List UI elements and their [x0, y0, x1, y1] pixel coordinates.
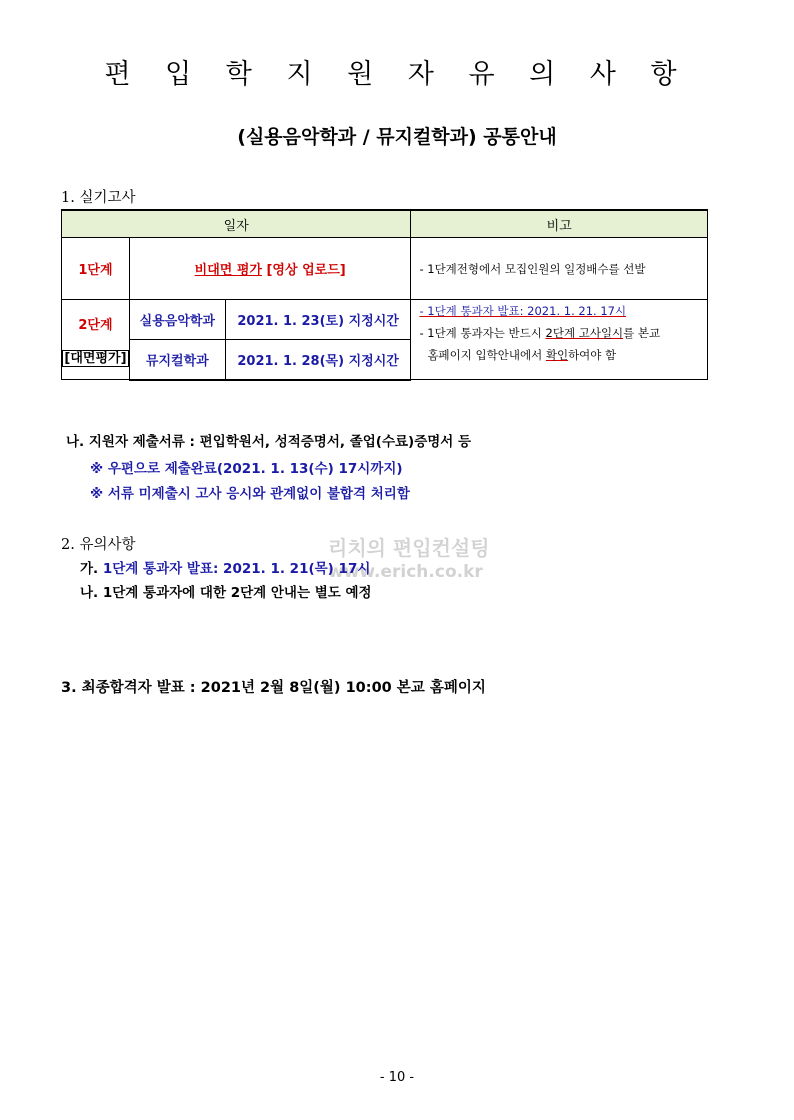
stage2-note: [411, 300, 708, 380]
stage1-method-online: 비대면 평가: [194, 263, 262, 278]
table-row-stage2-dept1: [62, 300, 708, 340]
section3-final-announce: 3. 최종합격자 발표 : 2021년 2월 8일(월) 10:00 본교 홈페이지: [61, 680, 486, 696]
watermark-text: 리치의 편입컨설팅: [328, 536, 490, 560]
stage2-note-check: - 1단계 통과자는 반드시 2단계 고사일시를 본교: [419, 326, 661, 340]
stage1-method-video: [영상 업로드]: [261, 263, 346, 278]
stage1-method: [129, 238, 411, 300]
stage2-note-homepage: 홈페이지 입학안내에서 확인하여야 함: [427, 348, 617, 362]
stage2-label: 2단계: [78, 317, 113, 333]
page-title: 편 입 학 지 원 자 유 의 사 항: [104, 59, 690, 90]
dept1-date: 2021. 1. 23(토) 지정시간: [225, 300, 411, 340]
stage2-sub-label: [대면평가]: [64, 350, 127, 366]
docs-line: 나. 지원자 제출서류 : 편입학원서, 성적증명서, 졸업(수료)증명서 등: [66, 434, 472, 450]
dept1-name: 실용음악학과: [129, 300, 225, 340]
table-row-stage1: [62, 238, 708, 300]
docs-note-mail: ※ 우편으로 제출완료(2021. 1. 13(수) 17시까지): [90, 461, 403, 477]
section2-item-a: 가. 1단계 통과자 발표: 2021. 1. 21(목) 17시: [80, 561, 371, 577]
exam-schedule-table: [61, 209, 708, 381]
header-note: 비고: [411, 210, 708, 238]
stage1-label: 1단계: [62, 238, 130, 300]
section2-heading: 2. 유의사항: [61, 537, 136, 553]
watermark-url: www.erich.co.kr: [328, 562, 483, 582]
dept2-name: 뮤지컬학과: [129, 340, 225, 380]
dept2-date: 2021. 1. 28(목) 지정시간: [225, 340, 411, 380]
stage2-label-cell: [62, 300, 130, 380]
page-number: - 10 -: [379, 1070, 415, 1085]
section2-item-b: 나. 1단계 통과자에 대한 2단계 안내는 별도 예정: [80, 585, 372, 601]
section1-heading: 1. 실기고사: [61, 190, 136, 206]
header-date: 일자: [62, 210, 411, 238]
stage1-note: - 1단계전형에서 모집인원의 일정배수를 선발: [411, 238, 708, 300]
stage2-note-announce: - 1단계 통과자 발표: 2021. 1. 21. 17시: [419, 304, 627, 318]
page-subtitle: (실용음악학과 / 뮤지컬학과) 공통안내: [237, 126, 557, 148]
docs-note-fail: ※ 서류 미제출시 고사 응시와 관계없이 불합격 처리함: [90, 486, 410, 502]
table-header-row: [62, 210, 708, 238]
